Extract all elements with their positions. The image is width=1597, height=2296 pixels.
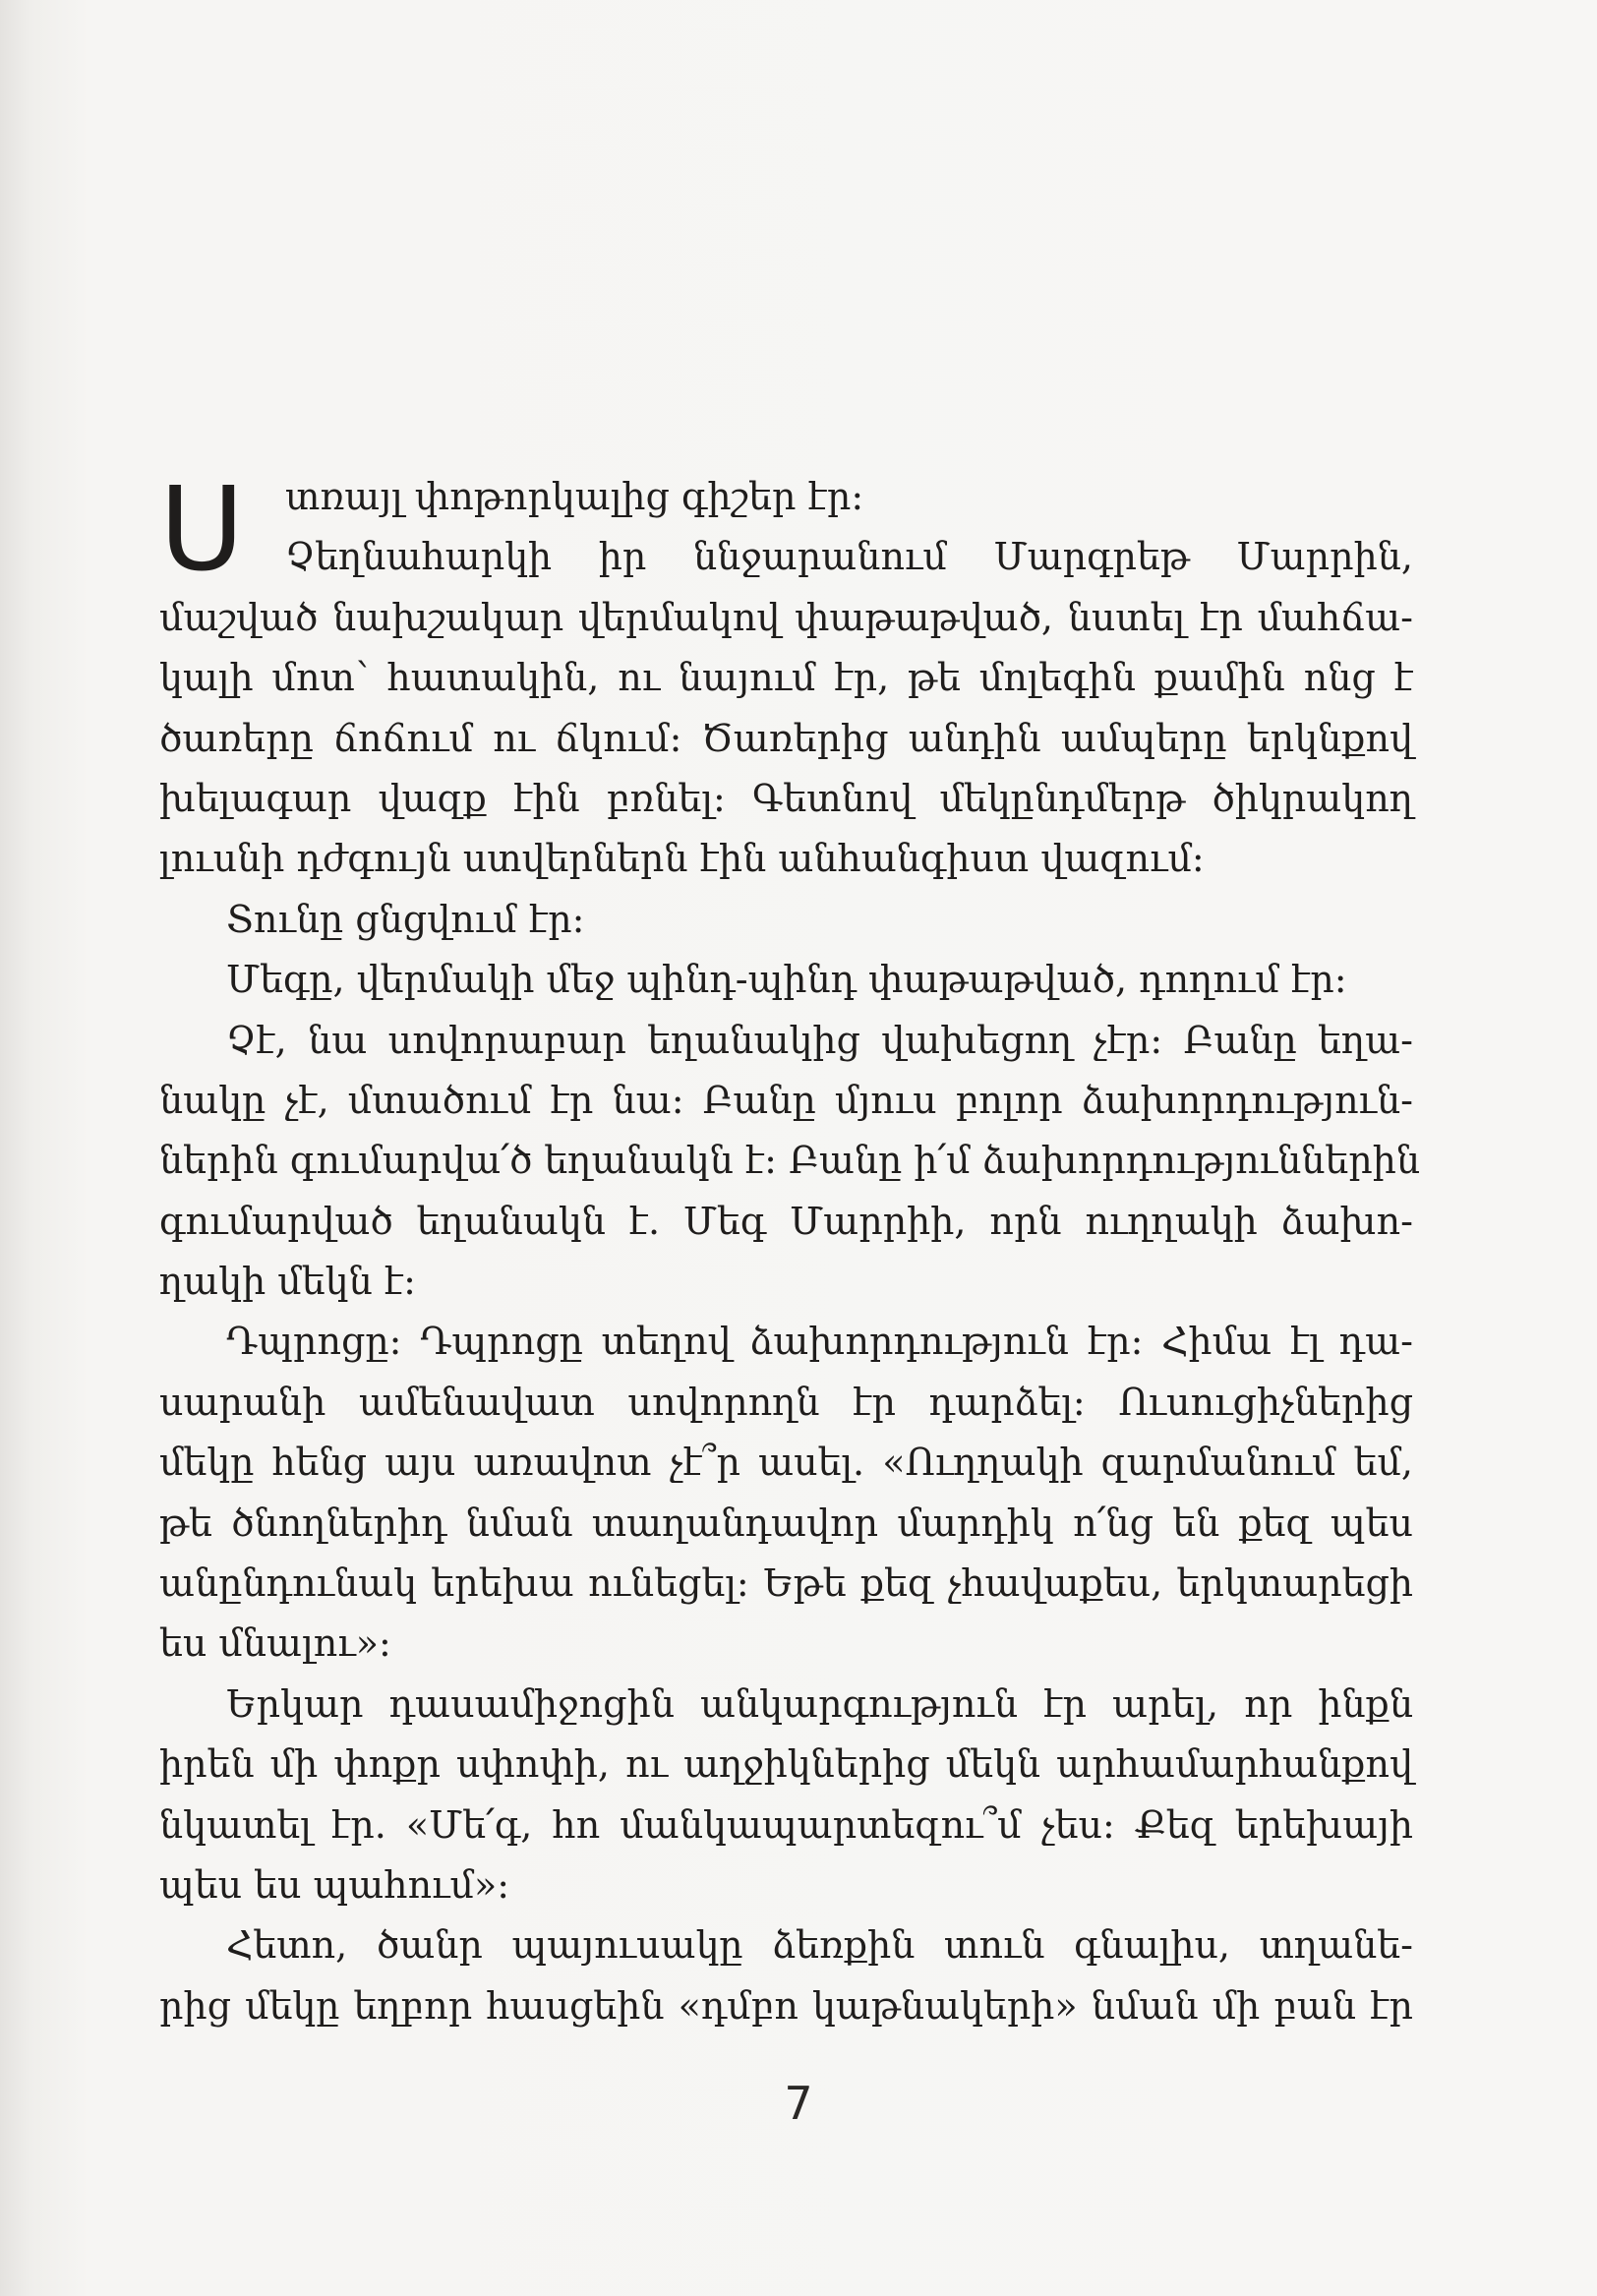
text-line: Չէ, նա սովորաբար եղանակից վախեցող չէր: Բանը եղա- xyxy=(226,1018,1413,1062)
text-line: ես մնալու»: xyxy=(159,1621,391,1666)
text-line: Չեղնահարկի իր ննջարանում Մարգրեթ Մարրին, xyxy=(285,535,1413,579)
text-line: Հետո, ծանր պայուսակը ձեռքին տուն գնալիս, տղանե- xyxy=(226,1923,1413,1968)
text-line: լուսնի դժգույն ստվերներն էին անհանգիստ վազում: xyxy=(159,837,1205,881)
text-line: թե ծնողներիդ նման տաղանդավոր մարդիկ ո՛նց են քեզ պես xyxy=(159,1501,1413,1545)
text-line: Մեգը, վերմակի մեջ պինդ-պինդ փաթաթված, դողում էր: xyxy=(226,958,1347,1002)
text-line: Երկար դասամիջոցին անկարգություն էր արել, որ ինքն xyxy=(226,1681,1413,1726)
text-line: նակը չէ, մտածում էր նա: Բանը մյուս բոլոր ձախորդություն- xyxy=(159,1078,1413,1122)
text-line: անընդունակ երեխա ունեցել: Եթե քեզ չհավաքես, երկտարեցի xyxy=(159,1561,1413,1606)
chapter-text xyxy=(159,461,1421,2036)
text-line: տռայլ փոթորկալից գիշեր էր: xyxy=(285,475,864,518)
text-line: պես ես պահում»: xyxy=(159,1862,510,1907)
text-line: մեկը հենց այս առավոտ չէ՞ր ասել. «Ուղղակի զարմանում եմ, xyxy=(159,1441,1413,1485)
text-line: սարանի ամենավատ սովորողն էր դարձել: Ուսուցիչներից xyxy=(159,1380,1413,1424)
text-line: գումարված եղանակն է. Մեգ Մարրիի, որն ուղղակի ձախո- xyxy=(159,1199,1413,1243)
text-line: Տունը ցնցվում էր: xyxy=(226,897,585,941)
drop-cap-letter: Ս xyxy=(159,461,245,597)
text-line: խելագար վազք էին բռնել: Գետնով մեկընդմերթ ծիկրակող xyxy=(159,776,1413,820)
text-line: կալի մոտ՝ հատակին, ու նայում էր, թե մոլեգին քամին ոնց է xyxy=(159,656,1413,700)
text-line: իրեն մի փոքր սփոփի, ու աղջիկներից մեկն արհամարհանքով xyxy=(159,1742,1413,1787)
page-number: 7 xyxy=(784,2077,813,2130)
text-line: ղակի մեկն է: xyxy=(159,1260,416,1304)
text-line: ծառերը ճոճում ու ճկում: Ծառերից անդին ամպերը երկնքով xyxy=(159,716,1413,760)
text-line: մաշված նախշակար վերմակով փաթաթված, նստել էր մահճա- xyxy=(159,595,1413,639)
text-line: րից մեկը եղբոր հասցեին «դմբո կաթնակերի» նման մի բան էր xyxy=(159,1983,1413,2028)
text-line: Դպրոցը: Դպրոցը տեղով ձախորդություն էր: Հիմա էլ դա- xyxy=(226,1320,1413,1364)
text-line: ներին գումարվա՛ծ եղանակն է: Բանը ի՛մ ձախորդություններին xyxy=(159,1139,1421,1183)
text-line: նկատել էր. «Մե՛գ, հո մանկապարտեզու՞մ չես: Քեզ երեխայի xyxy=(159,1802,1413,1847)
